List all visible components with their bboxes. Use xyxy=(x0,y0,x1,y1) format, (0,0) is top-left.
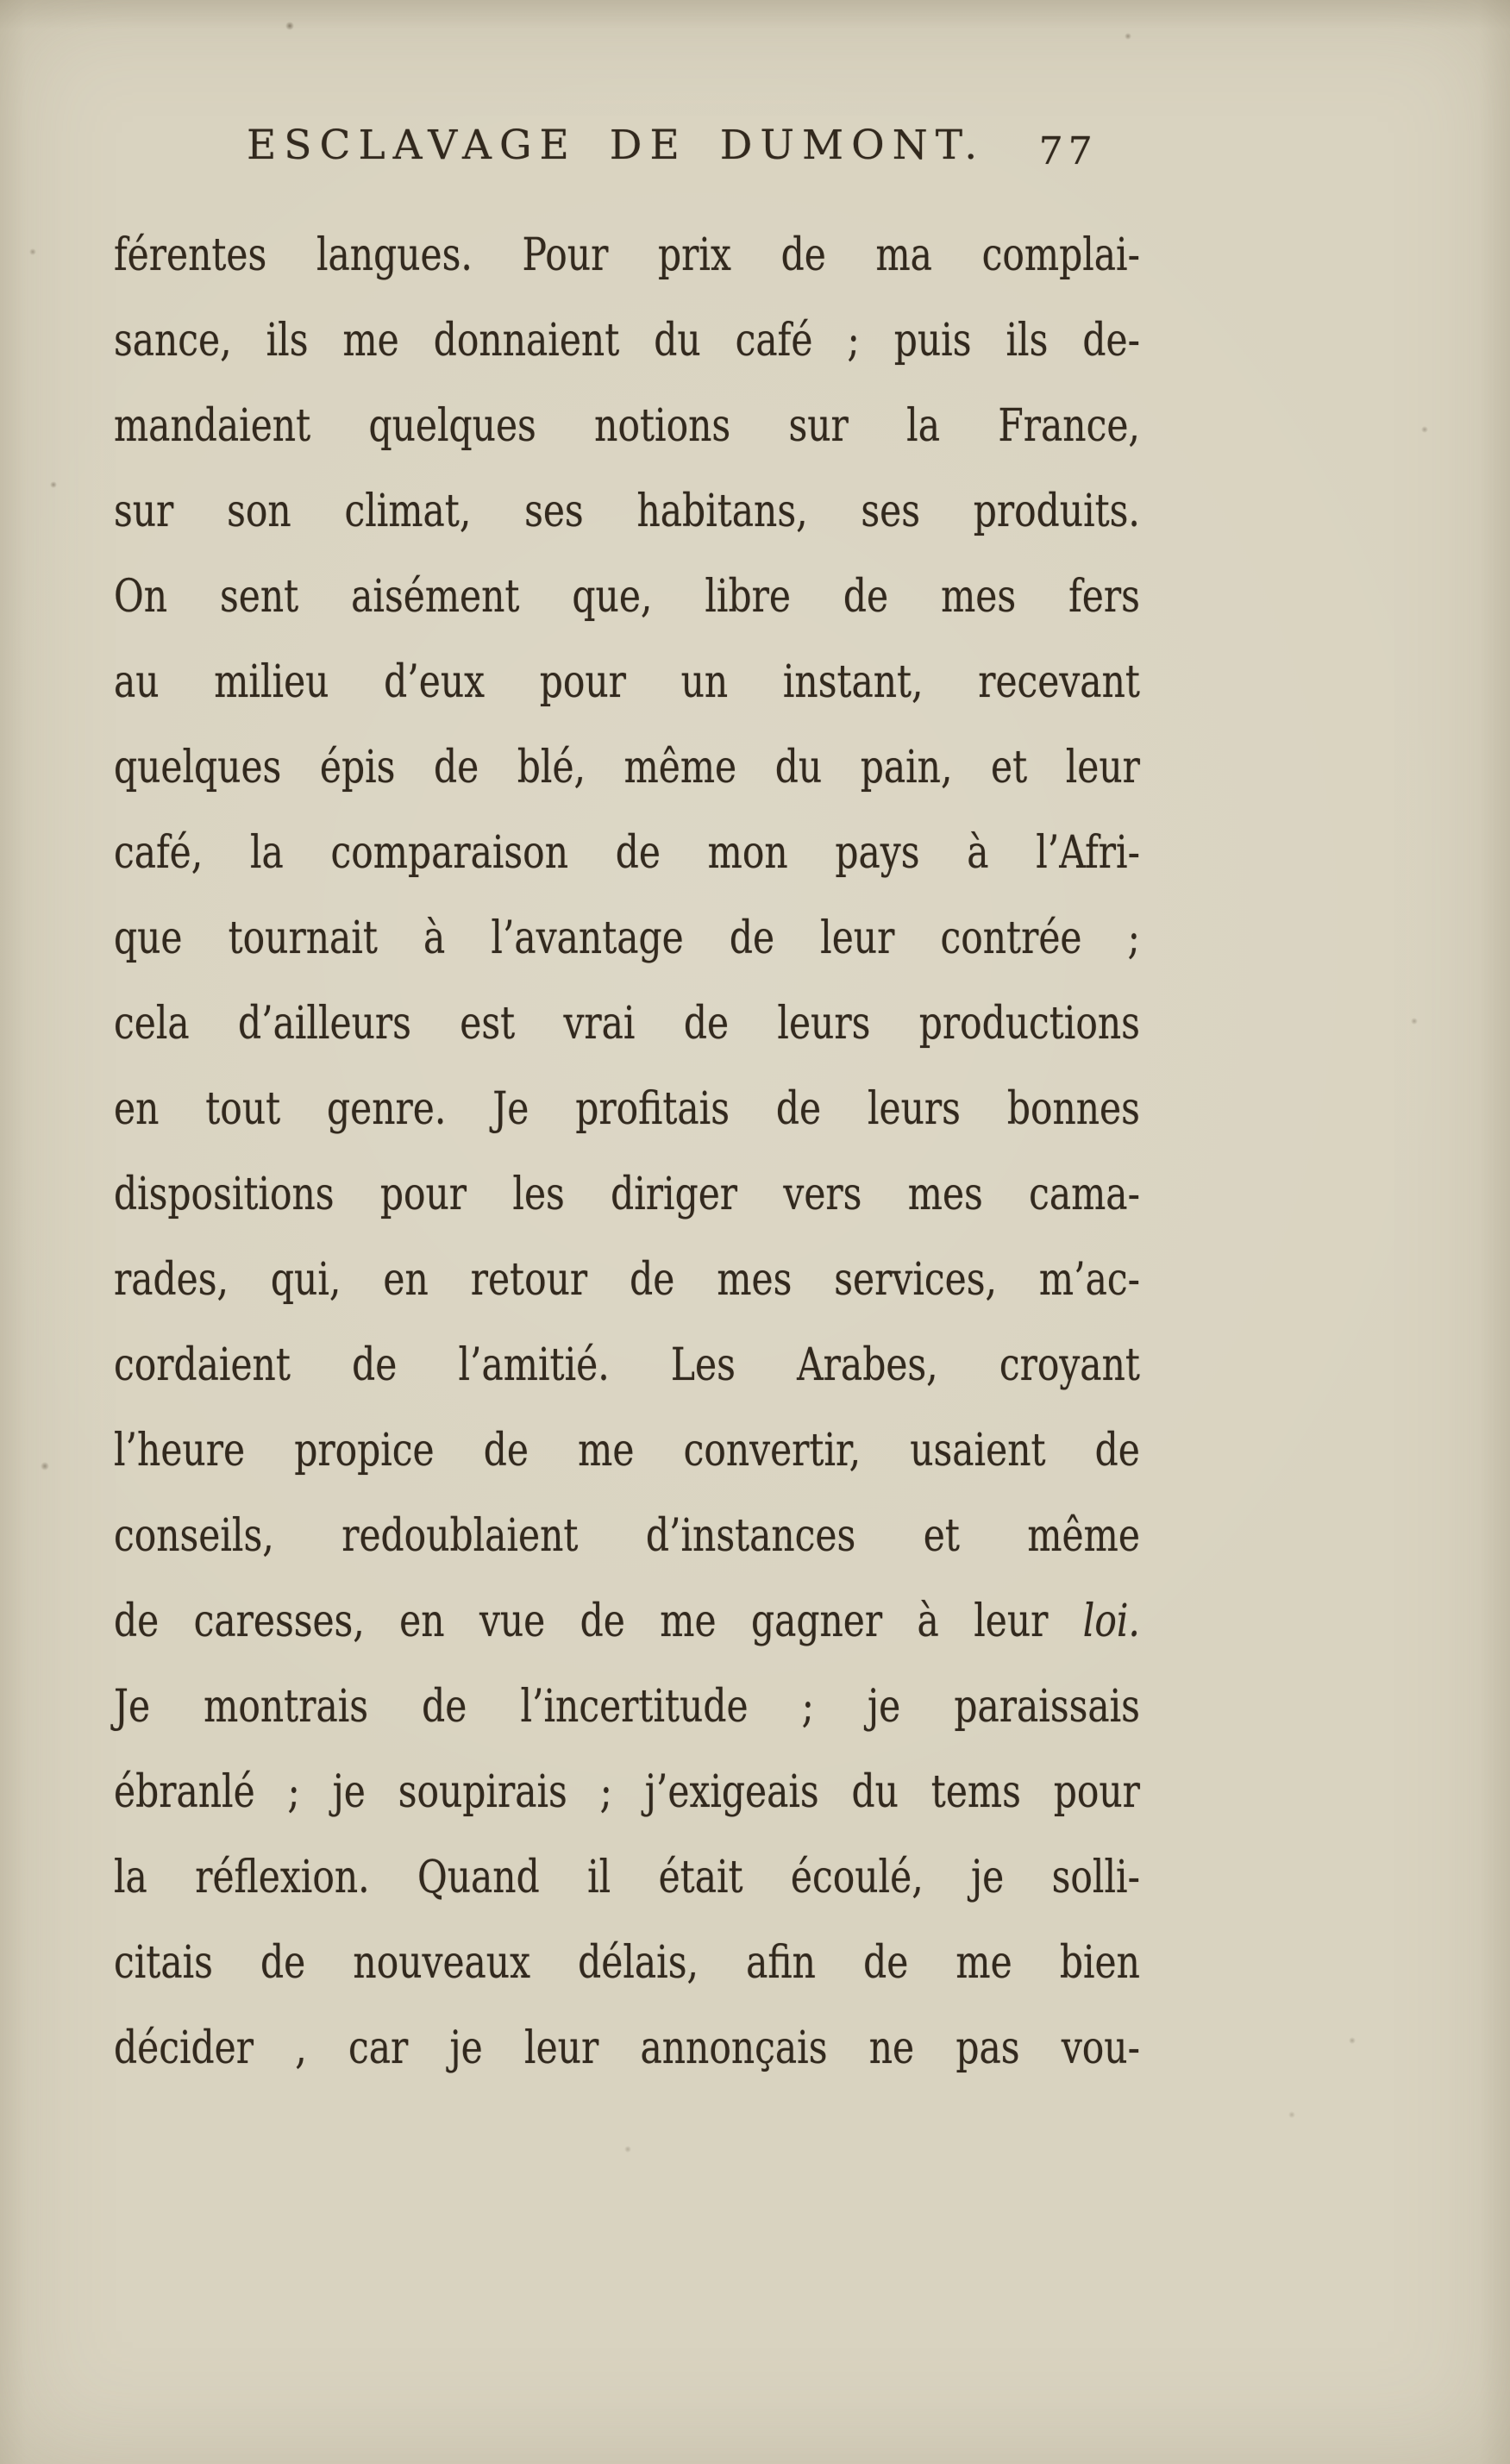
text-line: On sent aisément que, libre de mes fers xyxy=(114,571,1140,623)
text-line: citais de nouveaux délais, afin de me bien xyxy=(114,1937,1140,1989)
text-line xyxy=(114,1579,1140,1665)
text-line: en tout genre. Je profitais de leurs bonnes xyxy=(114,1083,1140,1135)
text-line: au milieu d’eux pour un instant, recevant xyxy=(114,656,1140,708)
text-line: ébranlé ; je soupirais ; j’exigeais du tems pour xyxy=(114,1766,1140,1818)
text-line: la réflexion. Quand il était écoulé, je solli- xyxy=(114,1852,1140,1903)
text-line: sur son climat, ses habitans, ses produits. xyxy=(114,486,1140,537)
text-line: l’heure propice de me convertir, usaient de xyxy=(114,1425,1140,1477)
body-text-block xyxy=(114,213,1140,2091)
text-line: conseils, redoublaient d’instances et même xyxy=(114,1510,1140,1562)
running-header-title: ESCLAVAGE DE DUMONT. xyxy=(247,122,986,169)
text-line: mandaient quelques notions sur la France, xyxy=(114,400,1140,452)
text-line: Je montrais de l’incertitude ; je paraissais xyxy=(114,1681,1140,1733)
text-line: café, la comparaison de mon pays à l’Afri- xyxy=(114,827,1140,879)
text-line: rades, qui, en retour de mes services, m’ac- xyxy=(114,1254,1140,1306)
text-line: cordaient de l’amitié. Les Arabes, croyant xyxy=(114,1339,1140,1391)
text-line: sance, ils me donnaient du café ; puis ils de- xyxy=(114,315,1140,367)
text-line: décider , car je leur annonçais ne pas vou- xyxy=(114,2022,1140,2074)
text-line: dispositions pour les diriger vers mes cama- xyxy=(114,1169,1140,1220)
text-line: que tournait à l’avantage de leur contrée ; xyxy=(114,912,1140,964)
italic-word: loi. xyxy=(1082,1596,1140,1647)
text-line: cela d’ailleurs est vrai de leurs productions xyxy=(114,998,1140,1050)
text-line-fragment: de caresses, en vue de me gagner à leur xyxy=(114,1596,1083,1647)
text-line: férentes langues. Pour prix de ma complai- xyxy=(114,229,1140,281)
page-number: 77 xyxy=(1037,129,1099,173)
text-line: quelques épis de blé, même du pain, et leur xyxy=(114,742,1140,793)
